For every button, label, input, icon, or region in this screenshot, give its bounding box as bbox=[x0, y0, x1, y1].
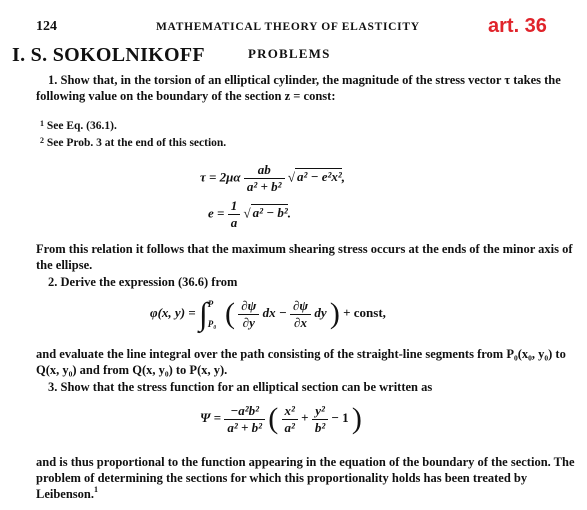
paragraph-3 bbox=[36, 454, 576, 502]
eq1-fraction bbox=[244, 162, 285, 195]
paragraph-1: From this relation it follows that the maximum shearing stress occurs at the ends of the minor axis of the ellipse. bbox=[36, 242, 573, 272]
eq3-den: a² + b² bbox=[227, 419, 263, 435]
eq1b-numerator: 1 bbox=[228, 198, 241, 215]
eq3-tail: − 1 bbox=[331, 409, 349, 425]
problem-3-number: 3. bbox=[48, 380, 58, 394]
footnote-1: $^1$ See Eq. (36.1). bbox=[40, 119, 117, 132]
eq2-mid: dx − bbox=[262, 304, 287, 320]
eq2-frac-2-num: ∂ψ bbox=[290, 298, 311, 315]
eq1-lhs: τ = 2μα bbox=[200, 169, 241, 185]
eq2-frac-1-num: ∂ψ bbox=[238, 298, 259, 315]
article-label: art. 36 bbox=[488, 15, 547, 37]
eq3-y-num: y² bbox=[312, 403, 328, 420]
problem-2 bbox=[36, 274, 576, 290]
eq1b-lhs: e = bbox=[208, 205, 225, 221]
eq1-radical: a² − e²x² bbox=[296, 169, 342, 185]
paragraph-3-text: and is thus proportional to the function appearing in the equation of the boundary of the section. The problem of determining the sections for which this proportionality holds has been treated by Leibenson. bbox=[36, 455, 575, 501]
eq1-denominator: a² + b² bbox=[246, 179, 282, 194]
eq3-fraction bbox=[224, 403, 265, 436]
eq2-frac-2-den: ∂x bbox=[294, 314, 307, 330]
paragraph-2: and evaluate the line integral over the path consisting of the straight-line segments from P₀(x₀, y₀) to Q(x, y₀) and from Q(x, y₀) to P(x, y). bbox=[36, 347, 566, 377]
equation-e: e = $\frac{1}{a}$ √ a² − b². bbox=[208, 198, 292, 230]
eq3-y-den: b² bbox=[314, 419, 326, 435]
problem-2-text: Derive the expression (36.6) from bbox=[60, 275, 238, 289]
footnote-2-text: See Prob. 3 at the end of this section. bbox=[46, 137, 227, 149]
eq3-x-frac bbox=[282, 403, 298, 436]
running-header bbox=[36, 15, 556, 39]
eq1b-radical: a² − b² bbox=[252, 205, 288, 221]
footnote-ref: 1 bbox=[94, 485, 99, 494]
eq2-lhs: φ(x, y) = bbox=[150, 304, 196, 320]
equation-tau: τ = 2μα $\frac{ab}{\text{a² + b²}}$ √ a² − e²x², bbox=[200, 162, 346, 194]
eq2-tail: + const, bbox=[343, 304, 386, 320]
footnote-1-text: See Eq. (36.1). bbox=[46, 120, 117, 132]
eq3-lhs: Ψ = bbox=[200, 409, 222, 425]
eq1b-denominator: a bbox=[230, 215, 238, 230]
eq1b-fraction bbox=[228, 198, 241, 231]
running-head: MATHEMATICAL THEORY OF ELASTICITY bbox=[156, 21, 420, 33]
eq3-num: −a²b² bbox=[224, 403, 265, 420]
eq2-lower-limit: P₀ bbox=[207, 319, 217, 329]
page-number: 124 bbox=[36, 19, 57, 34]
problem-2-number: 2. bbox=[48, 275, 58, 289]
eq1-numerator: ab bbox=[244, 162, 285, 179]
problem-3-text: Show that the stress function for an elliptical section can be written as bbox=[60, 380, 433, 394]
eq2-upper-limit: P bbox=[207, 299, 214, 309]
author-name: I. S. SOKOLNIKOFF bbox=[12, 44, 205, 66]
footnote-2: $^2$ See Prob. 3 at the end of this section. bbox=[40, 136, 227, 149]
eq3-x-num: x² bbox=[282, 403, 298, 420]
eq3-x-den: a² bbox=[284, 419, 295, 435]
equation-psi: Ψ = $\frac{\text{−a²b²}}{\text{a² + b²}}$ ( $\frac{\text{x²}}{\text{a²}}$ + $\frac{\text{y²}}{\text{b²}}$ − 1 ) bbox=[200, 402, 362, 435]
equation-phi: φ(x, y) = ∫ P P₀ ( $\frac{\partial\psi}{\partial y}$ dx − $\frac{\partial\psi}{\partial x}$ dy ) + const, bbox=[150, 294, 386, 334]
problem-1-text: Show that, in the torsion of an elliptical cylinder, the magnitude of the stress vector τ takes the following value on the boundary of the section z = const: bbox=[36, 73, 561, 103]
section-title: PROBLEMS bbox=[248, 46, 331, 61]
eq2-limits bbox=[208, 294, 222, 334]
problem-1-number: 1. bbox=[48, 73, 58, 87]
eq2-frac-1-den: ∂y bbox=[242, 314, 255, 330]
eq3-y-frac bbox=[312, 403, 328, 436]
eq2-frac-2 bbox=[290, 298, 311, 331]
eq2-end: dy bbox=[314, 304, 327, 320]
problem-1 bbox=[36, 72, 576, 104]
problem-3 bbox=[36, 379, 576, 395]
eq2-frac-1 bbox=[238, 298, 259, 331]
